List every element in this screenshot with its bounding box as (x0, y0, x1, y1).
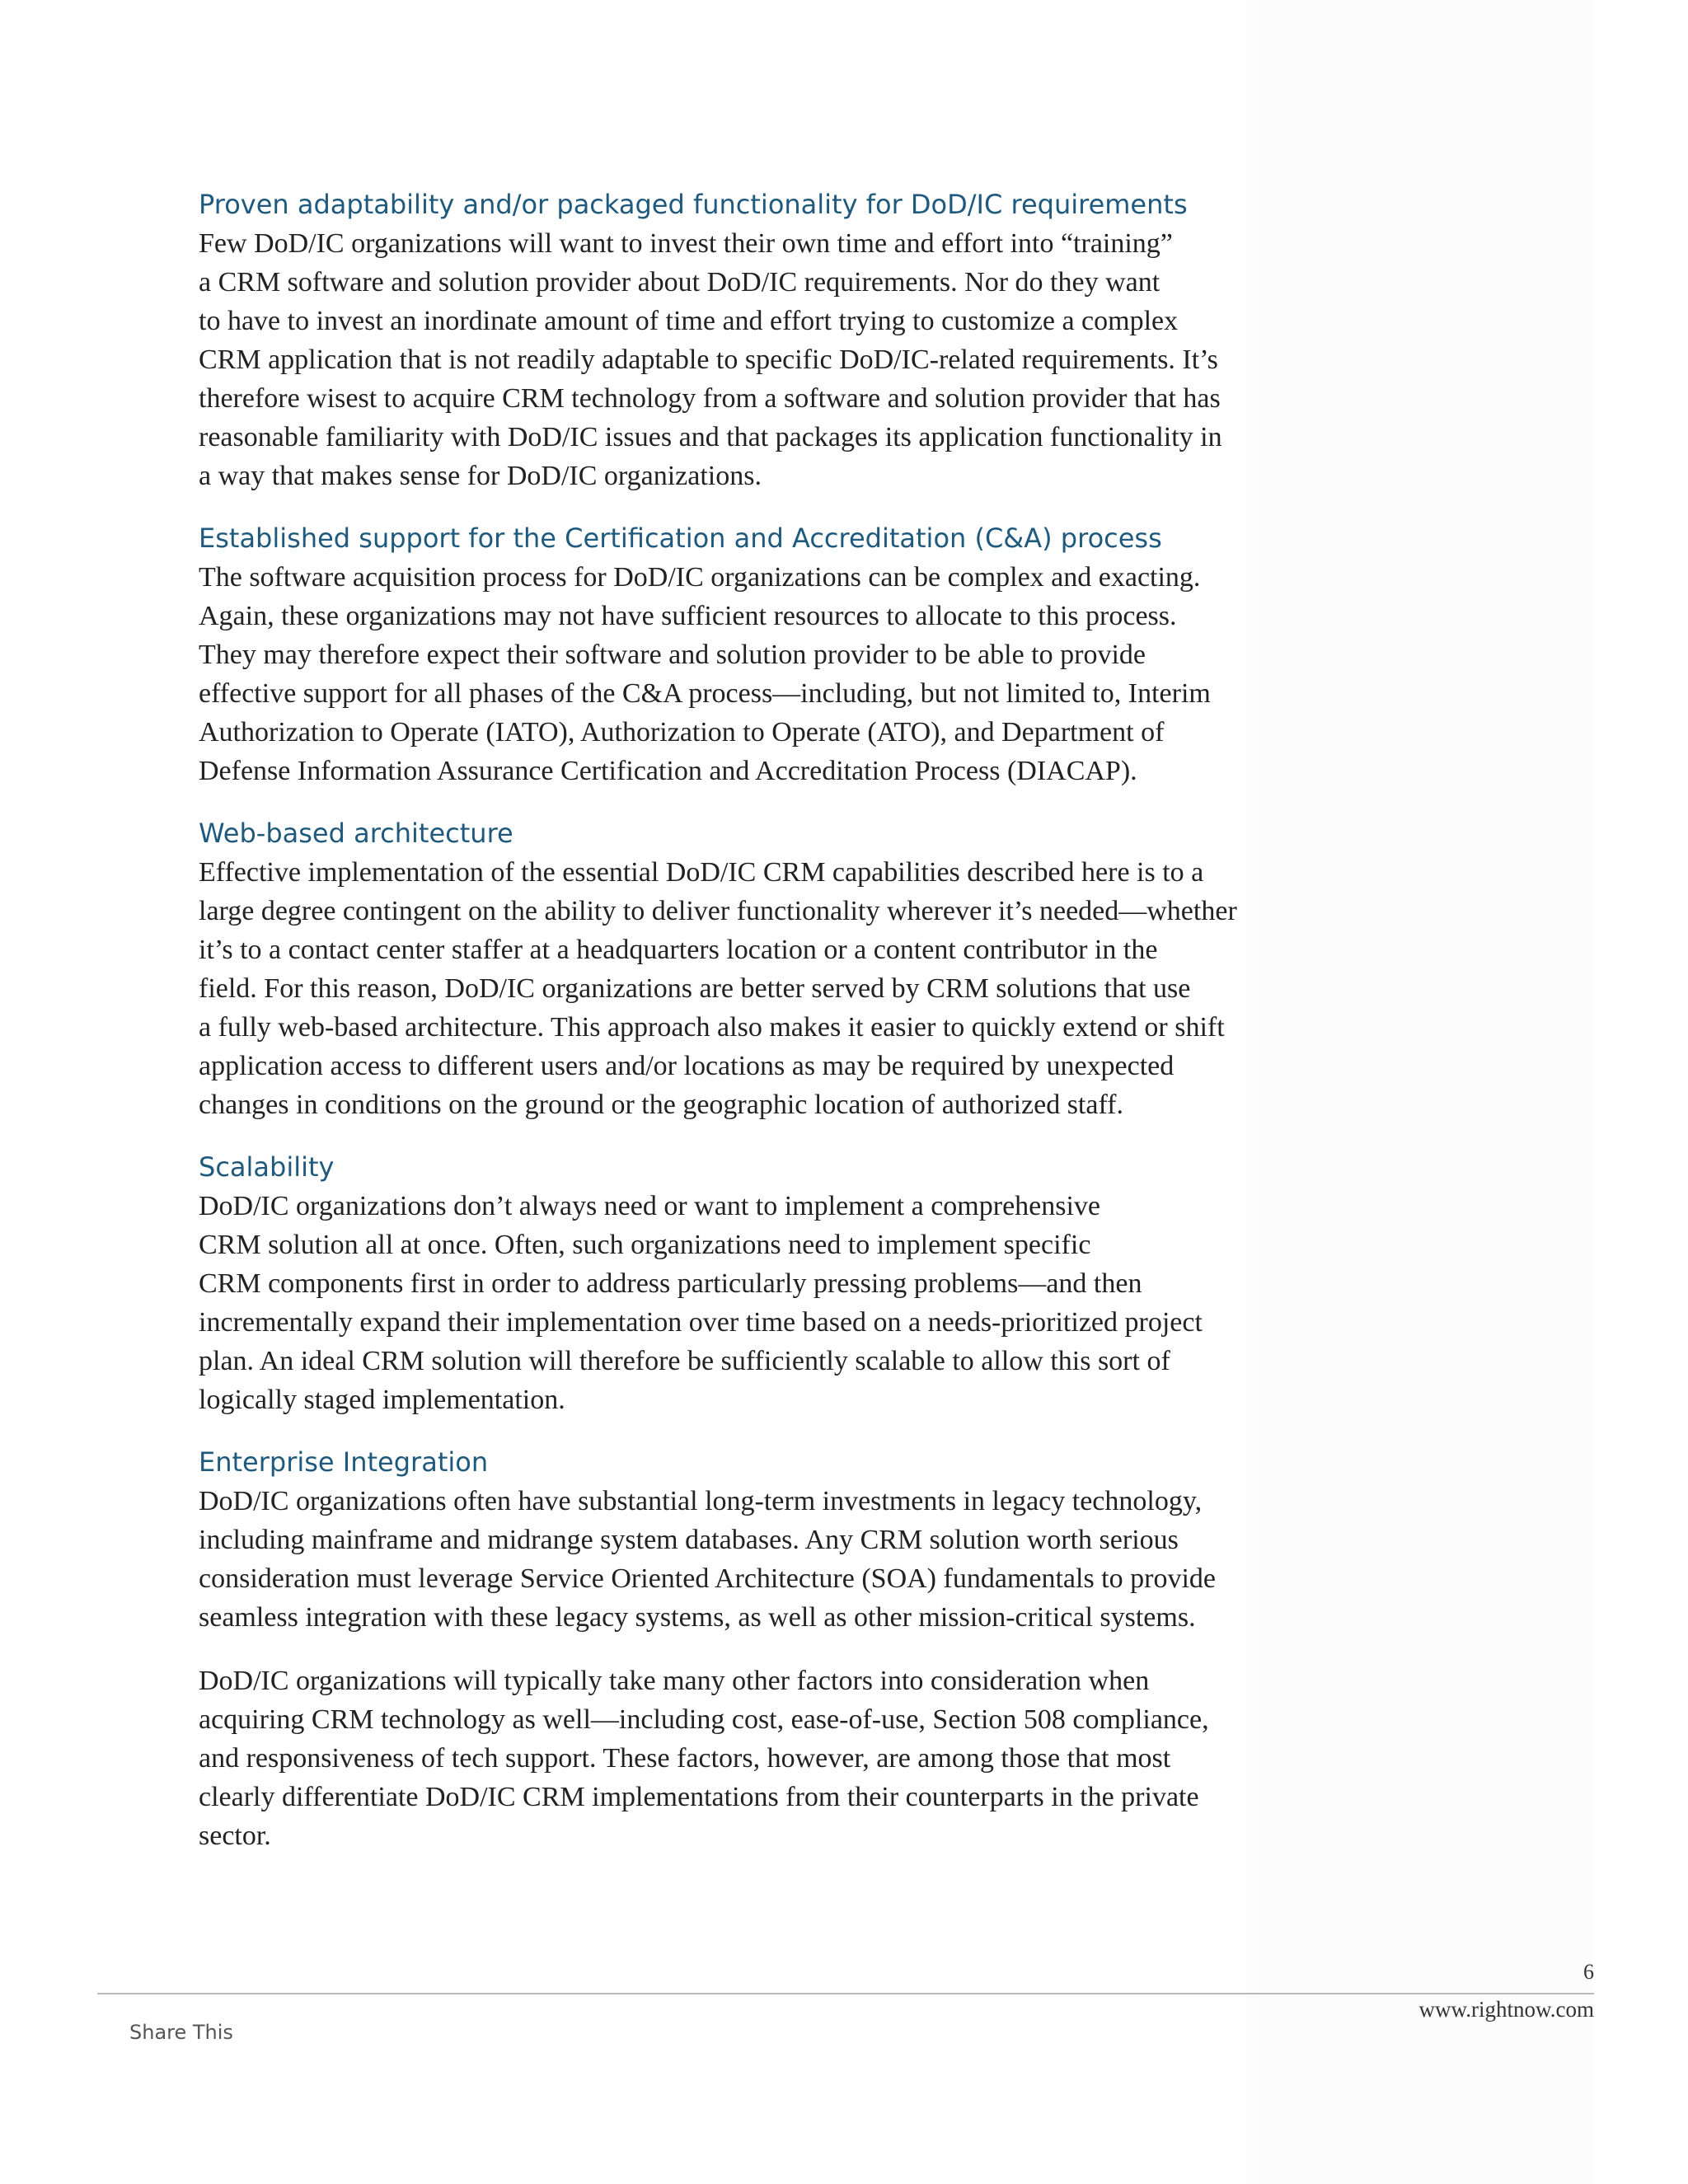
paragraph-line: including mainframe and midrange system databases. Any CRM solution worth serious (199, 1525, 1179, 1555)
paragraph-line: logically staged implementation. (199, 1385, 565, 1415)
section-heading: Web-based architecture (199, 818, 513, 849)
paragraph-line: it’s to a contact center staffer at a headquarters location or a content contributor in the (199, 935, 1158, 965)
paragraph-line: CRM application that is not readily adaptable to specific DoD/IC-related requirements. It’s (199, 344, 1218, 375)
paragraph-line: field. For this reason, DoD/IC organizations are better served by CRM solutions that use (199, 973, 1191, 1004)
paragraph-line: a way that makes sense for DoD/IC organizations. (199, 461, 762, 491)
paragraph-line: large degree contingent on the ability to deliver functionality wherever it’s needed—whether (199, 896, 1237, 926)
paragraph-line: consideration must leverage Service Oriented Architecture (SOA) fundamentals to provide (199, 1563, 1216, 1594)
paragraph-line: Effective implementation of the essential DoD/IC CRM capabilities described here is to a (199, 857, 1204, 888)
section-heading: Established support for the Certification and Accreditation (C&A) process (199, 523, 1162, 554)
paragraph-line: plan. An ideal CRM solution will therefore be sufficiently scalable to allow this sort of (199, 1346, 1170, 1376)
section-heading: Proven adaptability and/or packaged functionality for DoD/IC requirements (199, 189, 1188, 220)
paragraph-line: seamless integration with these legacy systems, as well as other mission-critical systems. (199, 1602, 1196, 1633)
paragraph-line: therefore wisest to acquire CRM technology from a software and solution provider that has (199, 383, 1221, 414)
section-enterprise-integration (199, 1444, 1270, 1637)
paragraph-line: sector. (199, 1821, 271, 1851)
closing-paragraph (199, 1661, 1270, 1855)
section-paragraph (199, 1187, 1270, 1419)
paragraph-line: CRM solution all at once. Often, such organizations need to implement specific (199, 1230, 1091, 1260)
document-body (199, 186, 1270, 1855)
paragraph-line: The software acquisition process for DoD/IC organizations can be complex and exacting. (199, 562, 1201, 593)
paragraph-line: Few DoD/IC organizations will want to invest their own time and effort into “training” (199, 228, 1173, 259)
paragraph-line: incrementally expand their implementation over time based on a needs-prioritized project (199, 1307, 1203, 1338)
section-paragraph (199, 1482, 1270, 1637)
website-url: www.rightnow.com (1418, 1997, 1594, 2022)
page-number: 6 (1583, 1960, 1594, 1984)
section-paragraph (199, 558, 1270, 790)
paragraph-line: They may therefore expect their software and solution provider to be able to provide (199, 640, 1146, 670)
paragraph-line: clearly differentiate DoD/IC CRM implementations from their counterparts in the private (199, 1782, 1199, 1812)
paragraph-line: Again, these organizations may not have sufficient resources to allocate to this process. (199, 601, 1177, 631)
paragraph-line: DoD/IC organizations will typically take many other factors into consideration when (199, 1666, 1150, 1696)
paragraph-line: DoD/IC organizations don’t always need or want to implement a comprehensive (199, 1191, 1101, 1221)
footer-divider (97, 1993, 1594, 1994)
paragraph-line: effective support for all phases of the C&A process—including, but not limited to, Interim (199, 678, 1211, 709)
section-heading: Scalability (199, 1151, 335, 1183)
paragraph-line: changes in conditions on the ground or the geographic location of authorized staff. (199, 1090, 1123, 1120)
section-certification (199, 520, 1270, 790)
share-this-link[interactable]: Share This (129, 2021, 233, 2044)
paragraph-line: Authorization to Operate (IATO), Authorization to Operate (ATO), and Department of (199, 717, 1165, 748)
section-scalability (199, 1149, 1270, 1419)
paragraph-line: a CRM software and solution provider about DoD/IC requirements. Nor do they want (199, 267, 1160, 298)
section-paragraph (199, 224, 1270, 495)
paragraph-line: DoD/IC organizations often have substantial long-term investments in legacy technology, (199, 1486, 1203, 1516)
section-heading: Enterprise Integration (199, 1446, 489, 1478)
paragraph-line: and responsiveness of tech support. These factors, however, are among those that most (199, 1743, 1171, 1774)
section-web-architecture (199, 815, 1270, 1124)
paragraph-line: acquiring CRM technology as well—including cost, ease-of-use, Section 508 compliance, (199, 1704, 1209, 1735)
paragraph-line: application access to different users and/or locations as may be required by unexpected (199, 1051, 1175, 1081)
paragraph-line: to have to invest an inordinate amount of time and effort trying to customize a complex (199, 306, 1179, 336)
section-adaptability (199, 186, 1270, 495)
paragraph-line: CRM components first in order to address particularly pressing problems—and then (199, 1268, 1142, 1299)
paragraph-line: reasonable familiarity with DoD/IC issues and that packages its application functionality in (199, 422, 1222, 452)
paragraph-line: Defense Information Assurance Certification and Accreditation Process (DIACAP). (199, 756, 1137, 786)
paragraph-line: a fully web-based architecture. This approach also makes it easier to quickly extend or shift (199, 1012, 1225, 1043)
section-paragraph (199, 853, 1270, 1124)
